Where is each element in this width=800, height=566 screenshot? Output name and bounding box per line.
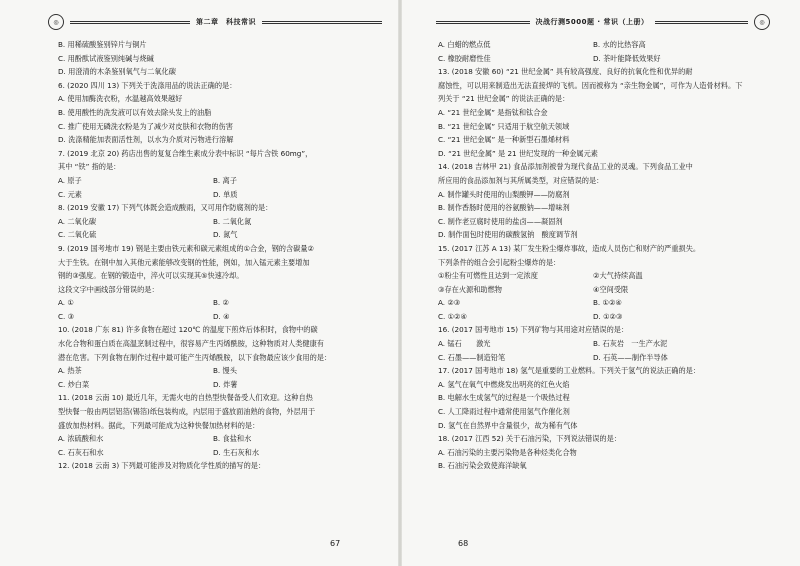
text-line: 水化合物和蛋白质在高温烹制过程中，很容易产生丙烯酰胺，这种物质对人类健康有 [58, 339, 324, 349]
answer-option: B. ② [213, 298, 229, 308]
answer-option: B. 离子 [213, 175, 237, 185]
header-rule [70, 21, 190, 24]
page-number-right: 68 [458, 539, 469, 548]
right-header [430, 14, 770, 30]
text-line: A. 制作罐头时使用的山梨酸钾——防腐剂 [438, 189, 570, 199]
text-line: D. 氢气在自然界中含量很少，故为稀有气体 [438, 420, 578, 430]
answer-option: B. 食盐和水 [213, 434, 252, 444]
text-line: B. 使用酸性的洗发液可以有效去除头发上的油脂 [58, 107, 212, 117]
text-line: 15. (2017 江苏 A 13) 某厂发生粉尘爆炸事故，造成人员伤亡和财产的严重损失。 [438, 243, 701, 253]
answer-option: ③存在火源和助燃物 [438, 284, 502, 294]
option-row [58, 446, 380, 460]
option-row [438, 269, 766, 283]
answer-option: C. 二氧化硫 [58, 230, 97, 240]
option-row [438, 296, 766, 310]
answer-option: B. 馒头 [213, 366, 237, 376]
text-line: B. 电解水生成氢气的过程是一个吸热过程 [438, 393, 570, 403]
option-row [58, 364, 380, 378]
answer-option: ②大气持续高温 [593, 271, 643, 281]
answer-option: B. ①②④ [593, 298, 622, 308]
header-rule [436, 21, 530, 24]
answer-option: C. ①②④ [438, 311, 467, 321]
text-line: C. 人工降雨过程中通常使用氢气作催化剂 [438, 407, 570, 417]
text-line: 8. (2019 安徽 17) 下列气体既会造成酸雨，又可用作防腐剂的是： [58, 203, 273, 213]
answer-option: B. 二氧化氮 [213, 216, 252, 226]
text-line: 钢的③强度。在钢的锻造中，淬火可以实现其⑤快速冷却。 [58, 271, 244, 281]
answer-option: D. 单质 [213, 189, 238, 199]
text-line: 18. (2017 江西 52) 关于石油污染，下列说法错误的是： [438, 434, 621, 444]
text-line: D. “21 世纪金属” 是 21 世纪发现的一种金属元素 [438, 148, 598, 158]
text-line: 腐蚀性，可以用来制造出无法直接焊的飞机。因而被称为 “亲生物金属”，可作为人造骨材料。下 [438, 80, 743, 90]
header-rule [655, 21, 749, 24]
answer-option: A. 二氧化碳 [58, 216, 97, 226]
option-row [58, 310, 380, 324]
option-row [438, 38, 766, 52]
text-line: 潜在危害。下列食物在制作过程中最可能产生丙烯酰胺，以下食物最应该少食用的是： [58, 352, 332, 362]
text-line: A. 使用加酶洗衣粉，水温越高效果越好 [58, 94, 183, 104]
chapter-title: 第二章 科技常识 [196, 18, 256, 26]
text-line: 17. (2017 国考地市 18) 氢气是重要的工业燃料。下列关于氢气的说法正确的是： [438, 366, 701, 376]
answer-option: C. 炒白菜 [58, 379, 90, 389]
text-line: 13. (2018 安徽 60) “21 世纪金属” 具有较高强度、良好的抗氧化性和优异的耐 [438, 67, 693, 77]
answer-option: A. ②③ [438, 298, 461, 308]
text-line: D. 制作面包时使用的碳酸氢钠 酸度调节剂 [438, 230, 578, 240]
answer-option: A. 原子 [58, 175, 82, 185]
answer-option: C. 元素 [58, 189, 82, 199]
answer-option: D. 氮气 [213, 230, 238, 240]
answer-option: A. 白蜡的燃点低 [438, 40, 491, 49]
text-line: 14. (2018 吉林甲 21) 食品添加剂被誉为现代食品工业的灵魂。下列食品工业中 [438, 162, 693, 172]
text-line: 列关于 “21 世纪金属” 的说法正确的是： [438, 94, 570, 104]
text-line: 12. (2018 云南 3) 下列最可能涉及对物质化学性质的描写的是： [58, 461, 266, 471]
page-number-left: 67 [330, 539, 341, 548]
answer-option: D. ④ [213, 311, 230, 321]
answer-option: D. 石英——制作半导体 [593, 352, 668, 362]
text-line: C. 推广使用无磷洗衣粉是为了减少对皮肤和衣物的伤害 [58, 121, 233, 131]
header-rule [262, 21, 382, 24]
text-line: 大于生铁。在钢中加入其他元素能够改变钢的性能，例如，加入锰元素主要增加 [58, 257, 310, 267]
answer-option: A. 锰石 激光 [438, 339, 491, 349]
text-line: 其中 “铁” 指的是： [58, 162, 121, 172]
left-header [48, 14, 388, 30]
answer-option: D. 茶叶能降低效果好 [593, 53, 661, 63]
answer-option: A. 浓硫酸和水 [58, 434, 104, 444]
text-line: 16. (2017 国考地市 15) 下列矿物与其用途对应错误的是： [438, 325, 629, 335]
book-title: 决战行测5000题 · 常识（上册） [535, 18, 649, 26]
answer-option: ④空间受限 [593, 284, 629, 294]
text-line: 下列条件的组合会引起粉尘爆炸的是： [438, 257, 561, 267]
text-line: A. 石油污染的主要污染物是各种烃类化合物 [438, 447, 577, 457]
option-row [438, 283, 766, 297]
text-line: B. 用稀硫酸鉴别锌片与铜片 [58, 40, 147, 49]
text-line: A. 氢气在氧气中燃烧发出明亮的红色火焰 [438, 379, 570, 389]
option-row [58, 378, 380, 392]
answer-option: C. 橡胶耐磨性佳 [438, 53, 491, 63]
text-line: D. 洗涤精能加表面活性剂，以水为介质对污物进行溶解 [58, 135, 234, 145]
answer-option: A. ① [58, 298, 74, 308]
text-line: 10. (2018 广东 81) 许多食物在超过 120℃ 的温度下煎炸后体积时，食物中的碳 [58, 325, 318, 335]
text-line: C. 制作老豆腐时使用的盐卤——凝固剂 [438, 216, 563, 226]
left-page-body [58, 38, 380, 473]
text-line: B. “21 世纪金属” 只适用于航空航天领域 [438, 121, 570, 131]
answer-option: D. ①②③ [593, 311, 623, 321]
answer-option: A. 热茶 [58, 366, 82, 376]
text-line: A. “21 世纪金属” 是指钛和钛合金 [438, 107, 548, 117]
option-row [58, 296, 380, 310]
option-row [58, 215, 380, 229]
text-line: 6. (2020 四川 13) 下列关于洗涤用品的说法正确的是： [58, 80, 237, 90]
option-row [58, 228, 380, 242]
answer-option: ①粉尘有可燃性且达到一定浓度 [438, 271, 538, 281]
text-line: 11. (2018 云南 10) 最近几年，无需火电的自热型快餐备受人们欢迎。这种自热 [58, 393, 313, 403]
text-line: 盛放加热材料。据此，下列最可能成为这种快餐加热材料的是： [58, 420, 260, 430]
option-row [438, 52, 766, 66]
option-row [58, 188, 380, 202]
option-row [58, 432, 380, 446]
answer-option: C. 石灰石和水 [58, 447, 104, 457]
answer-option: D. 生石灰和水 [213, 447, 260, 457]
option-row [438, 310, 766, 324]
answer-option: B. 石灰岩 一生产水泥 [593, 339, 668, 349]
right-page-body [438, 38, 766, 473]
text-line: D. 用澄清的木条鉴别氧气与二氧化碳 [58, 67, 176, 77]
answer-option: C. ③ [58, 311, 75, 321]
option-row [58, 174, 380, 188]
text-line: B. 制作香肠时使用的谷氨酸钠——增味剂 [438, 203, 570, 213]
text-line: 7. (2019 北京 20) 药店出售的复复合维生素成分表中标识 “每片含铁 60mg”， [58, 148, 313, 158]
text-line: 9. (2019 国考地市 19) 钢是主要由铁元素和碳元素组成的①合金，钢的含碳量② [58, 243, 314, 253]
answer-option: B. 水的比热容高 [593, 40, 646, 49]
text-line: C. “21 世纪金属” 是一种新型石墨烯材料 [438, 135, 570, 145]
text-line: B. 石油污染会致使海洋缺氧 [438, 461, 527, 471]
text-line: C. 用酚酞试液鉴别纯碱与烧碱 [58, 53, 154, 63]
text-line: 所应用的食品添加剂与其所属类型，对应错误的是： [438, 175, 604, 185]
option-row [438, 351, 766, 365]
book-logo-icon: ◎ [48, 14, 64, 30]
option-row [438, 337, 766, 351]
answer-option: D. 炸薯 [213, 379, 238, 389]
right-page [400, 0, 800, 566]
answer-option: C. 石墨——制造铅笔 [438, 352, 506, 362]
text-line: 型快餐一般由两层铝箔(锡箔)纸包装构成，内层用于盛放面油熟的食物，外层用于 [58, 407, 316, 417]
book-logo-icon: ◎ [754, 14, 770, 30]
text-line: 这段文字中画线部分错误的是： [58, 284, 159, 294]
